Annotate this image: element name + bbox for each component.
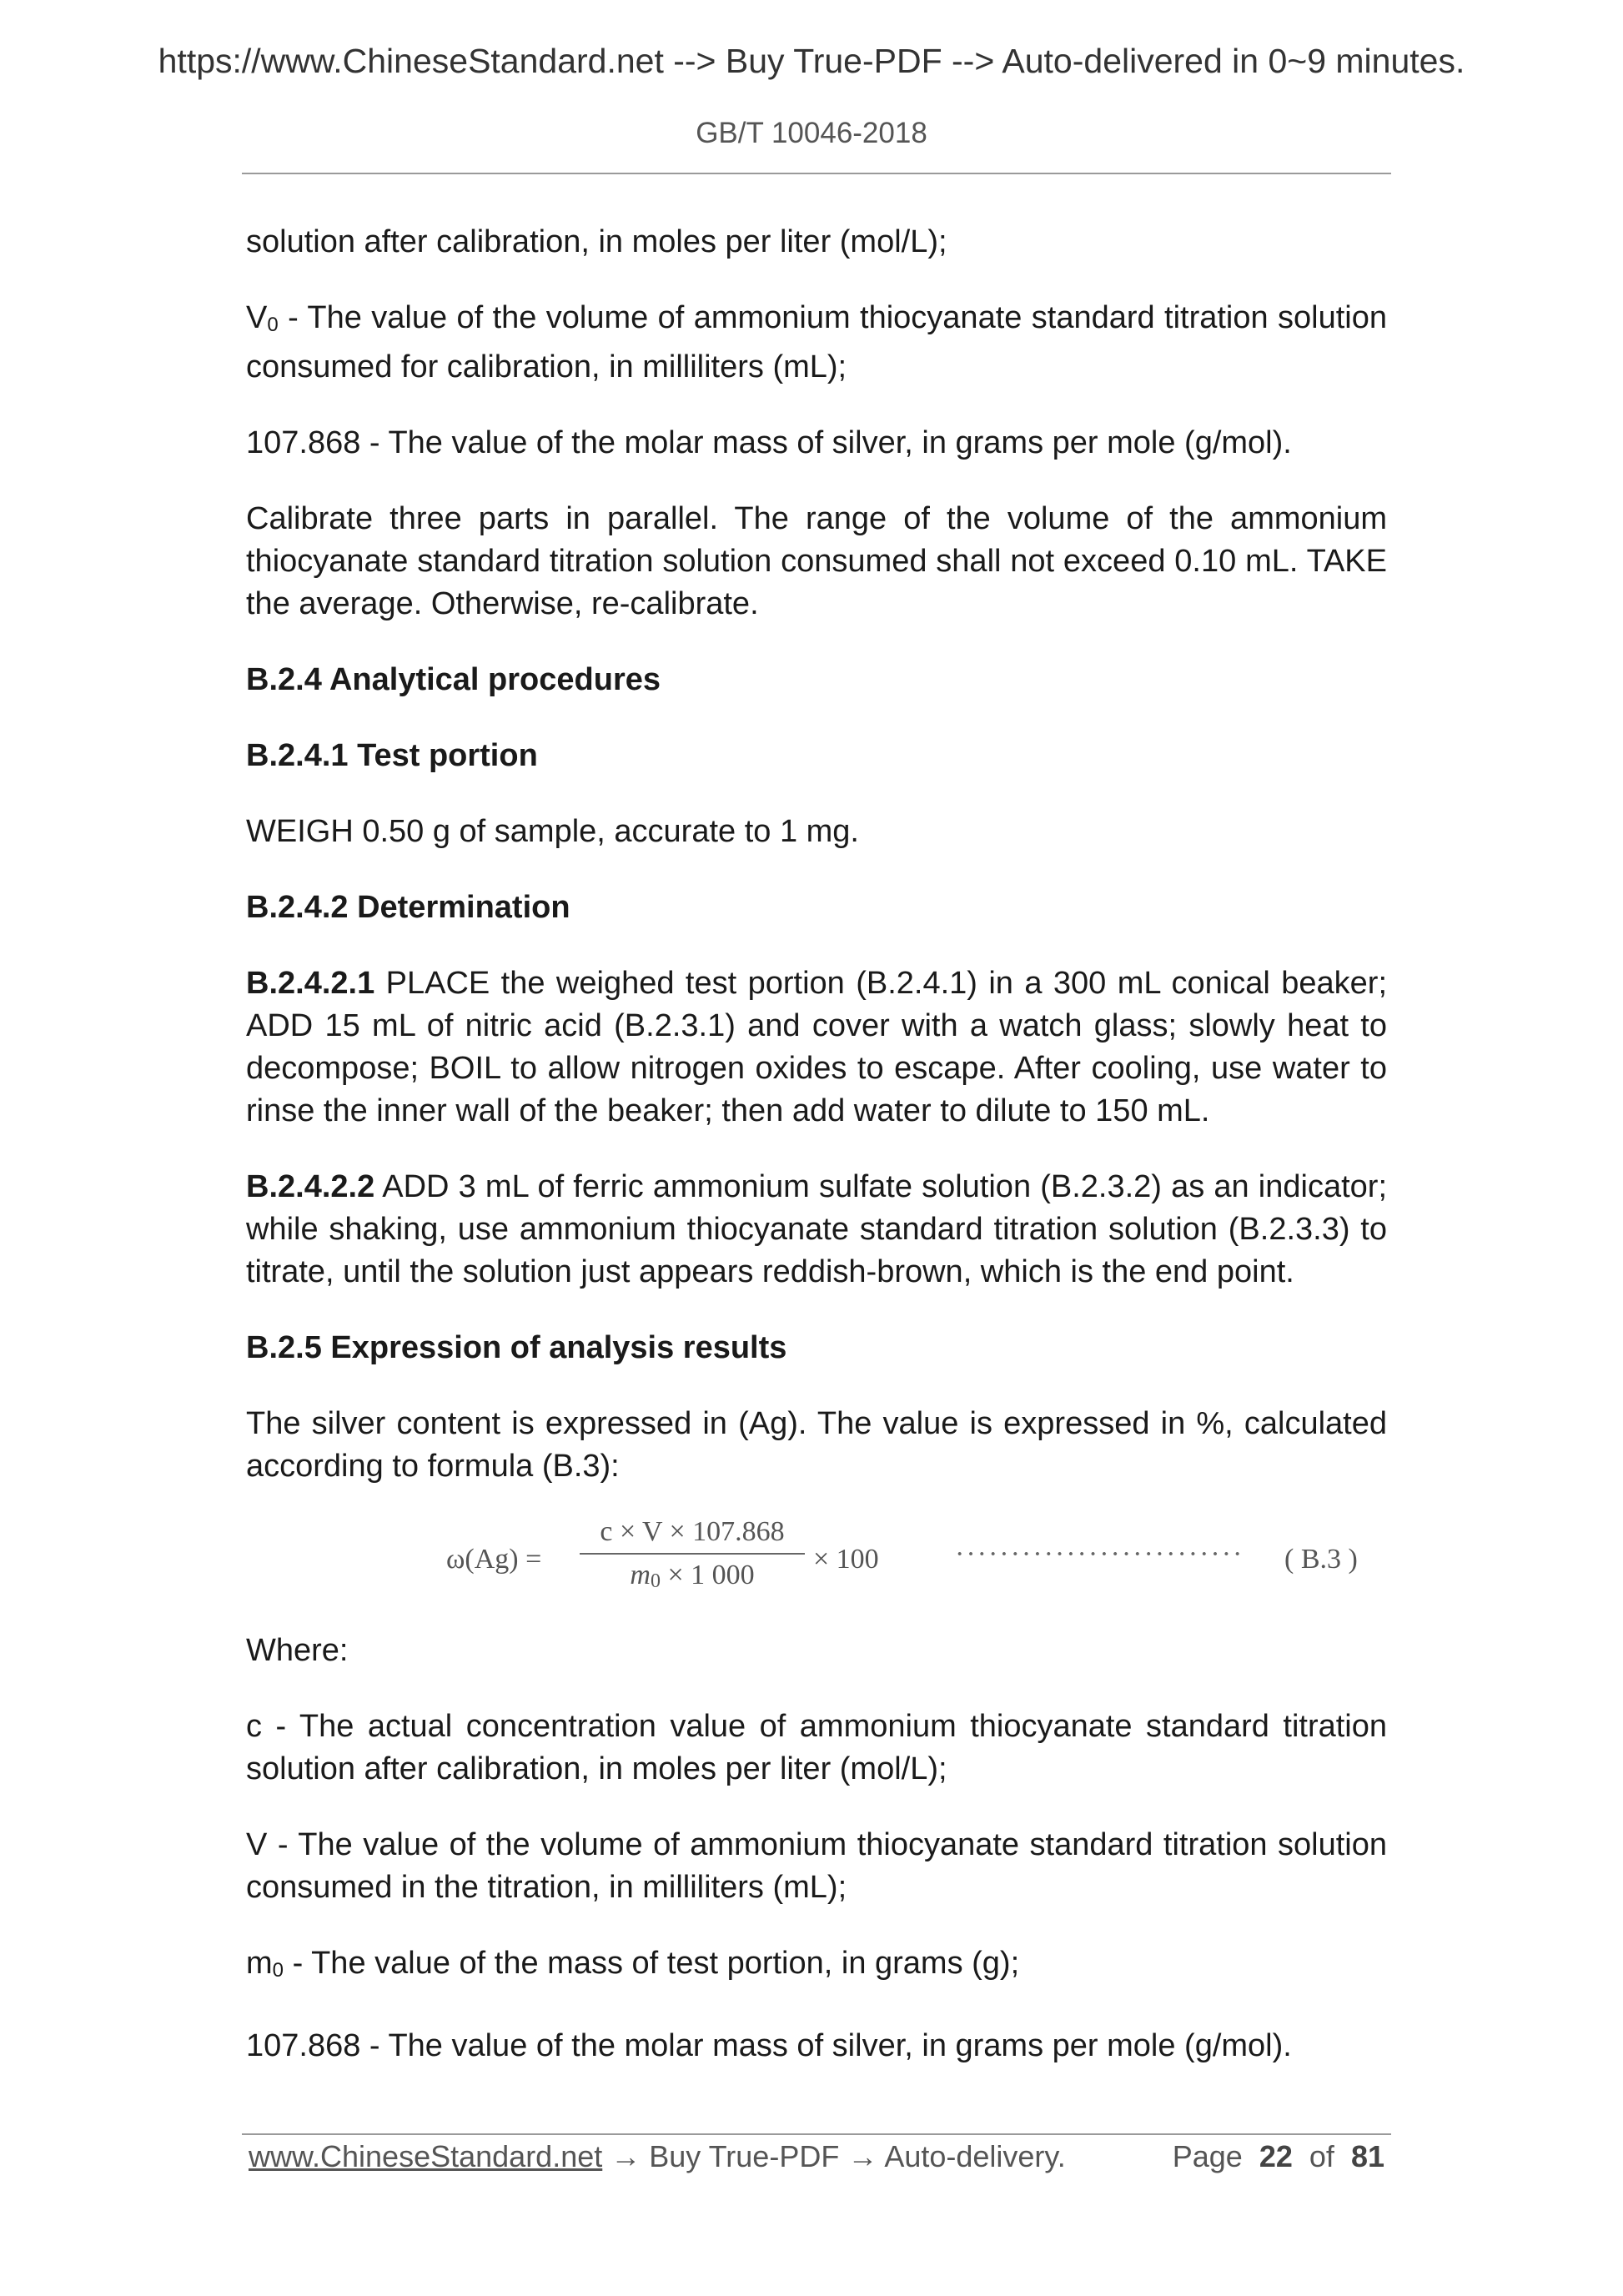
footer: [249, 2139, 1384, 2174]
heading-b-2-5: B.2.5 Expression of analysis results: [246, 1330, 787, 1365]
paragraph-calibrate: Calibrate three parts in parallel. The range of the volume of the ammonium thiocyanate standard titration solution consumed shall not exceed 0.10 mL. TAKE the average. Otherwise, re-calibrate.: [246, 501, 1387, 621]
total-pages: 81: [1350, 2139, 1384, 2173]
footer-link[interactable]: www.ChineseStandard.net: [249, 2139, 603, 2173]
heading-b-2-4: B.2.4 Analytical procedures: [246, 662, 661, 697]
formula-fraction: [580, 1513, 805, 1600]
heading-b-2-4-2: B.2.4.2 Determination: [246, 890, 570, 925]
footer-divider: [242, 2133, 1391, 2135]
m0-symbol: m: [246, 1946, 273, 1981]
paragraph-weigh: WEIGH 0.50 g of sample, accurate to 1 mg.: [246, 814, 859, 849]
page-number: 22: [1259, 2139, 1293, 2173]
clause-number-b-2-4-2-2: B.2.4.2.2: [246, 1169, 375, 1204]
clause-text-b-2-4-2-2: ADD 3 mL of ferric ammonium sulfate solution (B.2.3.2) as an indicator; while shaking, use ammonium thiocyanate standard titration solution (B.2.3.3) to titrate, until the solution just appears reddish-brown, which is the end point.: [246, 1169, 1387, 1289]
paragraph-where: Where:: [246, 1633, 349, 1668]
page-content: [246, 221, 1387, 2101]
fraction-bar: [580, 1553, 805, 1555]
v0-symbol: V: [246, 300, 268, 335]
of-word: of: [1309, 2139, 1334, 2173]
footer-tagline: → Buy True-PDF → Auto-delivery.: [602, 2139, 1066, 2173]
denominator-subscript: 0: [650, 1570, 661, 1592]
heading-b-2-4-1: B.2.4.1 Test portion: [246, 738, 538, 773]
denominator-symbol: m: [630, 1560, 651, 1590]
paragraph-b-2-4-2-2: [246, 1166, 1387, 1294]
formula-numerator: c × V × 107.868: [600, 1516, 785, 1547]
page-word: Page: [1172, 2139, 1243, 2173]
formula-b-3: [246, 1513, 1387, 1605]
m0-text: - The value of the mass of test portion, in grams (g);: [284, 1946, 1020, 1981]
formula-leader-dots: ··························: [955, 1539, 1244, 1570]
v0-subscript: 0: [267, 314, 279, 336]
paragraph-b-2-4-2-1: [246, 962, 1387, 1133]
clause-text-b-2-4-2-1: PLACE the weighed test portion (B.2.4.1) in a 300 mL conical beaker; ADD 15 mL of nitric acid (B.2.3.1) and cover with a watch glass; slowly heat to decompose; BOIL to allow nitrogen oxides to escape. After cooling, use water to rinse the inner wall of the beaker; then add water to dilute to 150 mL.: [246, 966, 1387, 1128]
m0-subscript: 0: [272, 1959, 284, 1982]
paragraph-molar-mass: 107.868 - The value of the molar mass of silver, in grams per mole (g/mol).: [246, 425, 1292, 460]
top-banner: https://www.ChineseStandard.net --> Buy True-PDF --> Auto-delivered in 0~9 minutes.: [158, 42, 1465, 80]
paragraph-m0-definition: [246, 1942, 1387, 1992]
document-code: GB/T 10046-2018: [696, 117, 927, 149]
paragraph-v0-definition: [246, 297, 1387, 389]
paragraph-continuation: solution after calibration, in moles per liter (mol/L);: [246, 224, 947, 259]
paragraph-silver-content: The silver content is expressed in (Ag). The value is expressed in %, calculated according to formula (B.3):: [246, 1406, 1387, 1484]
denominator-rest: × 1 000: [660, 1560, 755, 1590]
v0-text: - The value of the volume of ammonium thiocyanate standard titration solution consumed for calibration, in milliliters (mL);: [246, 300, 1387, 384]
header-divider: [242, 173, 1391, 174]
formula-lhs: ω(Ag) =: [446, 1544, 542, 1575]
paragraph-v-definition: V - The value of the volume of ammonium thiocyanate standard titration solution consumed in the titration, in milliliters (mL);: [246, 1827, 1387, 1905]
paragraph-molar-mass-2: 107.868 - The value of the molar mass of silver, in grams per mole (g/mol).: [246, 2028, 1292, 2063]
formula-rhs: × 100: [813, 1544, 879, 1575]
formula-label: ( B.3 ): [1284, 1544, 1358, 1575]
formula-denominator: [580, 1556, 805, 1600]
paragraph-c-definition: c - The actual concentration value of ammonium thiocyanate standard titration solution after calibration, in moles per liter (mol/L);: [246, 1709, 1387, 1786]
clause-number-b-2-4-2-1: B.2.4.2.1: [246, 966, 375, 1001]
page-indicator: [1173, 2139, 1384, 2174]
